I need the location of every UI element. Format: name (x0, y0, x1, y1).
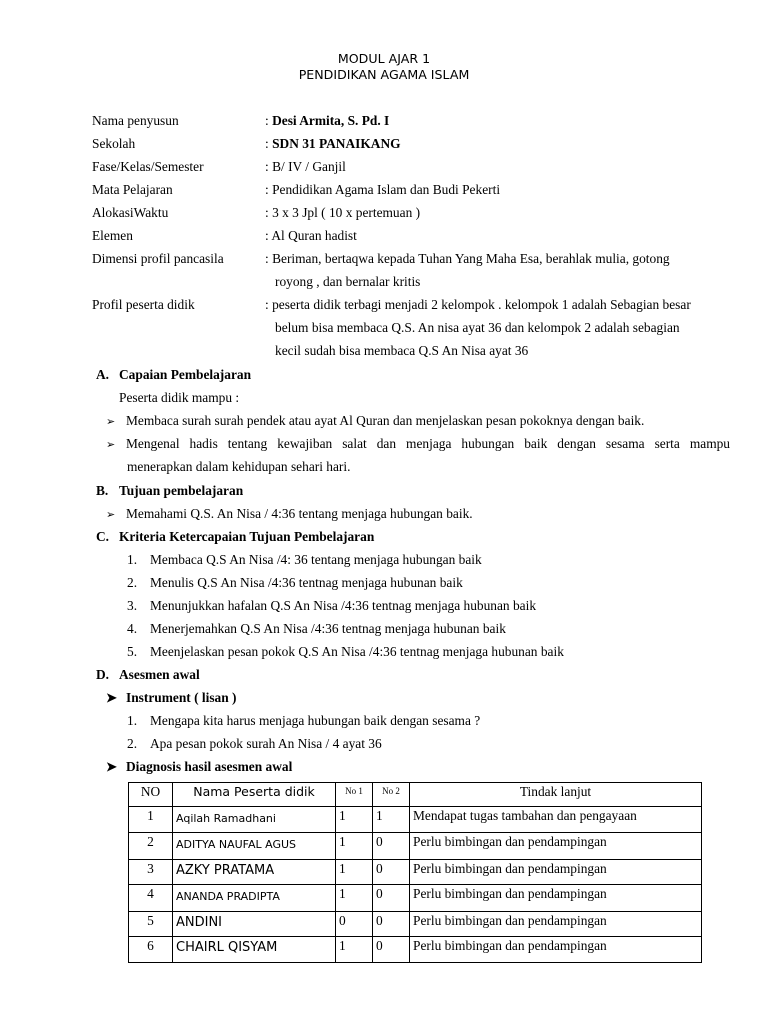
question-item: 2. Apa pesan pokok surah An Nisa / 4 ayat 36 (127, 736, 382, 751)
dimensi-value-1: : Beriman, bertaqwa kepada Tuhan Yang Maha Esa, berahlak mulia, gotong (265, 251, 670, 266)
cell-name: ANANDA PRADIPTA (173, 885, 336, 912)
section-b-item-1: ➢ Memahami Q.S. An Nisa / 4:36 tentang menjaga hubungan baik. (106, 505, 473, 524)
criteria-item: 1. Membaca Q.S An Nisa /4: 36 tentang menjaga hubungan baik (127, 552, 482, 567)
col-header-no1: No 1 (336, 783, 373, 807)
cell-score-2: 1 (373, 806, 410, 833)
cell-name: Aqilah Ramadhani (173, 806, 336, 833)
cell-score-2: 0 (373, 937, 410, 963)
dimensi-label: Dimensi profil pancasila (92, 251, 224, 266)
criteria-item: 4. Menerjemahkan Q.S An Nisa /4:36 tentnag menjaga hubunan baik (127, 621, 506, 636)
sekolah-label: Sekolah (92, 136, 136, 151)
section-a-item-2-cont: menerapkan dalam kehidupan sehari hari. (127, 459, 351, 474)
section-a-intro: Peserta didik mampu : (119, 390, 240, 405)
cell-no: 6 (129, 937, 173, 963)
arrowhead-bullet-icon: ➤ (106, 690, 117, 705)
profil-label: Profil peserta didik (92, 297, 195, 312)
question-item: 1. Mengapa kita harus menjaga hubungan baik dengan sesama ? (127, 713, 481, 728)
mapel-label: Mata Pelajaran (92, 182, 173, 197)
penyusun-label: Nama penyusun (92, 113, 179, 128)
table-row (129, 833, 702, 860)
col-header-tindak: Tindak lanjut (410, 783, 702, 807)
table-row (129, 911, 702, 937)
cell-score-2: 0 (373, 911, 410, 937)
table-row (129, 885, 702, 912)
cell-tindak: Perlu bimbingan dan pendampingan (410, 885, 702, 912)
cell-no: 3 (129, 859, 173, 885)
cell-score-1: 1 (336, 833, 373, 860)
section-a-item-1: ➢ Membaca surah surah pendek atau ayat Al Quran dan menjelaskan pesan pokoknya dengan baik. (106, 412, 644, 431)
cell-score-1: 1 (336, 859, 373, 885)
cell-score-2: 0 (373, 859, 410, 885)
table-row (129, 806, 702, 833)
cell-no: 5 (129, 911, 173, 937)
instrument-heading: ➤ Instrument ( lisan ) (106, 690, 237, 705)
criteria-item: 5. Meenjelaskan pesan pokok Q.S An Nisa /4:36 tentnag menjaga hubunan baik (127, 644, 564, 659)
section-b-heading: B. Tujuan pembelajaran (96, 483, 244, 498)
profil-value-2: belum bisa membaca Q.S. An nisa ayat 36 dan kelompok 2 adalah sebagian (275, 320, 680, 335)
diagnosis-table (128, 782, 702, 963)
cell-tindak: Perlu bimbingan dan pendampingan (410, 911, 702, 937)
diagnosis-heading: ➤ Diagnosis hasil asesmen awal (106, 759, 293, 774)
cell-score-1: 1 (336, 885, 373, 912)
section-d-heading: D. Asesmen awal (96, 667, 200, 682)
arrowhead-bullet-icon: ➤ (106, 759, 117, 774)
subject-title: PENDIDIKAN AGAMA ISLAM (298, 67, 470, 82)
cell-name: AZKY PRATAMA (173, 859, 336, 885)
section-a-heading: A. Capaian Pembelajaran (96, 367, 252, 382)
profil-value-1: : peserta didik terbagi menjadi 2 kelompok . kelompok 1 adalah Sebagian besar (265, 297, 691, 312)
elemen-label: Elemen (92, 228, 133, 243)
cell-no: 4 (129, 885, 173, 912)
alokasi-value: : 3 x 3 Jpl ( 10 x pertemuan ) (265, 205, 421, 220)
cell-name: CHAIRL QISYAM (173, 937, 336, 963)
module-title: MODUL AJAR 1 (337, 51, 431, 66)
cell-tindak: Perlu bimbingan dan pendampingan (410, 833, 702, 860)
cell-score-2: 0 (373, 833, 410, 860)
cell-tindak: Perlu bimbingan dan pendampingan (410, 859, 702, 885)
section-a-item-2: ➢ Mengenal hadis tentang kewajiban salat dan menjaga hubungan baik dengan sesama serta mampu (106, 435, 730, 454)
fase-value: : B/ IV / Ganjil (265, 159, 346, 174)
alokasi-label: AlokasiWaktu (92, 205, 169, 220)
cell-score-1: 1 (336, 806, 373, 833)
cell-score-2: 0 (373, 885, 410, 912)
criteria-item: 3. Menunjukkan hafalan Q.S An Nisa /4:36 tentnag menjaga hubunan baik (127, 598, 537, 613)
dimensi-value-2: royong , dan bernalar kritis (275, 274, 421, 289)
col-header-name: Nama Peserta didik (173, 783, 336, 807)
cell-name: ANDINI (173, 911, 336, 937)
col-header-no2: No 2 (373, 783, 410, 807)
cell-no: 1 (129, 806, 173, 833)
cell-score-1: 1 (336, 937, 373, 963)
penyusun-value: : Desi Armita, S. Pd. I (265, 113, 390, 128)
sekolah-value: : SDN 31 PANAIKANG (265, 136, 401, 151)
elemen-value: : Al Quran hadist (265, 228, 357, 243)
mapel-value: : Pendidikan Agama Islam dan Budi Pekerti (265, 182, 501, 197)
criteria-item: 2. Menulis Q.S An Nisa /4:36 tentnag menjaga hubunan baik (127, 575, 463, 590)
table-row (129, 859, 702, 885)
cell-tindak: Mendapat tugas tambahan dan pengayaan (410, 806, 702, 833)
table-header-row (129, 783, 702, 807)
arrowhead-bullet-icon: ➢ (106, 439, 116, 451)
fase-label: Fase/Kelas/Semester (92, 159, 204, 174)
col-header-no: NO (129, 783, 173, 807)
cell-score-1: 0 (336, 911, 373, 937)
arrowhead-bullet-icon: ➢ (106, 416, 116, 428)
profil-value-3: kecil sudah bisa membaca Q.S An Nisa ayat 36 (275, 343, 529, 358)
table-row (129, 937, 702, 963)
arrowhead-bullet-icon: ➢ (106, 509, 116, 521)
cell-name: ADITYA NAUFAL AGUS (173, 833, 336, 860)
cell-tindak: Perlu bimbingan dan pendampingan (410, 937, 702, 963)
section-c-heading: C. Kriteria Ketercapaian Tujuan Pembelajaran (96, 529, 375, 544)
cell-no: 2 (129, 833, 173, 860)
